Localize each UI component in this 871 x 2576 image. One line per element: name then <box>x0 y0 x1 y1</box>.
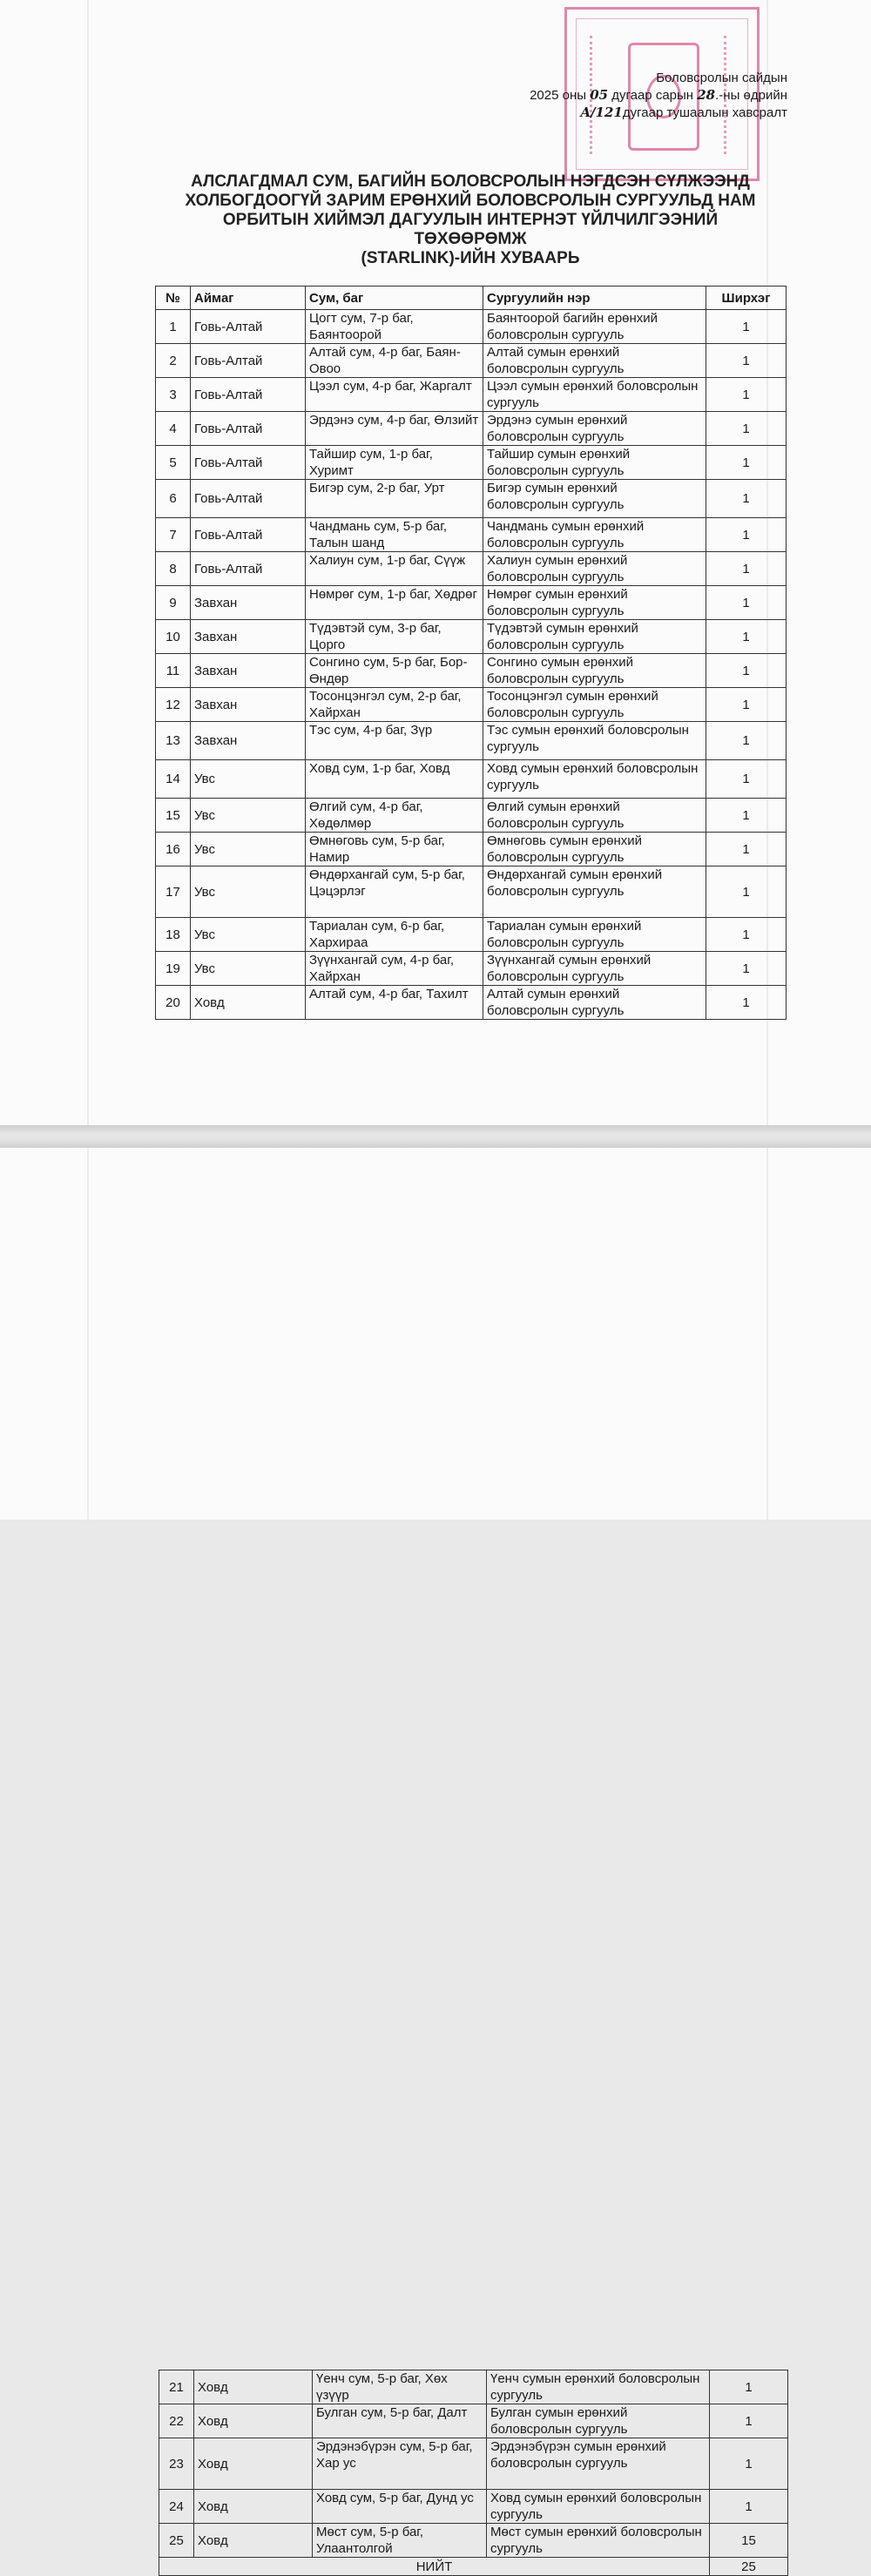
table-row <box>156 446 787 480</box>
school-name-cell: Сонгино сумын ерөнхий боловсролын сургууль <box>483 654 706 688</box>
row-number: 24 <box>159 2490 194 2524</box>
sum-bag-cell: Өмнөговь сум, 5-р баг, Намир <box>306 833 483 867</box>
handwritten-day: 28 <box>697 87 716 103</box>
quantity-cell: 1 <box>706 586 787 620</box>
sum-bag-cell: Цээл сум, 4-р баг, Жаргалт <box>306 378 483 412</box>
header-line-1: Боловсролын сайдын <box>656 71 787 85</box>
page-separator <box>0 1125 871 1148</box>
quantity-cell: 1 <box>706 867 787 918</box>
aimag-cell: Говь-Алтай <box>191 378 306 412</box>
quantity-cell: 1 <box>706 986 787 1020</box>
aimag-cell: Завхан <box>191 620 306 654</box>
aimag-cell: Ховд <box>194 2370 313 2404</box>
sum-bag-cell: Цогт сум, 7-р баг, Баянтоорой <box>306 310 483 344</box>
row-number: 25 <box>159 2524 194 2558</box>
table-row <box>156 344 787 378</box>
table-row <box>159 2524 788 2558</box>
quantity-cell: 1 <box>706 518 787 552</box>
table-row <box>156 760 787 799</box>
header-number: № <box>156 287 191 310</box>
quantity-cell: 1 <box>706 310 787 344</box>
sum-bag-cell: Түдэвтэй сум, 3-р баг, Цорго <box>306 620 483 654</box>
sum-bag-cell: Тариалан сум, 6-р баг, Хархираа <box>306 918 483 952</box>
quantity-cell: 1 <box>710 2490 788 2524</box>
sum-bag-cell: Тайшир сум, 1-р баг, Хуримт <box>306 446 483 480</box>
sum-bag-cell: Өлгий сум, 4-р баг, Хөдөлмөр <box>306 799 483 833</box>
sum-bag-cell: Бигэр сум, 2-р баг, Урт <box>306 480 483 518</box>
aimag-cell: Говь-Алтай <box>191 552 306 586</box>
table-row <box>156 654 787 688</box>
school-name-cell: Ховд сумын ерөнхий боловсролын сургууль <box>487 2490 710 2524</box>
quantity-cell: 1 <box>706 620 787 654</box>
school-name-cell: Тэс сумын ерөнхий боловсролын сургууль <box>483 722 706 760</box>
header-line-3: A/121дугаар тушаалын хавсралт <box>580 105 787 120</box>
school-name-cell: Тосонцэнгэл сумын ерөнхий боловсролын сургууль <box>483 688 706 722</box>
table-row <box>156 586 787 620</box>
aimag-cell: Завхан <box>191 688 306 722</box>
row-number: 15 <box>156 799 191 833</box>
table-row <box>159 2404 788 2438</box>
document-title <box>165 172 775 268</box>
sum-bag-cell: Сонгино сум, 5-р баг, Бор-Өндөр <box>306 654 483 688</box>
handwritten-month: 05 <box>590 87 609 103</box>
title-line: ХОЛБОГДООГҮЙ ЗАРИМ ЕРӨНХИЙ БОЛОВСРОЛЫН СУРГУУЛЬД НАМ <box>185 192 756 210</box>
school-name-cell: Чандмань сумын ерөнхий боловсролын сургууль <box>483 518 706 552</box>
school-name-cell: Эрдэнэбүрэн сумын ерөнхий боловсролын сургууль <box>487 2438 710 2490</box>
table-row <box>156 310 787 344</box>
row-number: 17 <box>156 867 191 918</box>
aimag-cell: Говь-Алтай <box>191 518 306 552</box>
sum-bag-cell: Ховд сум, 1-р баг, Ховд <box>306 760 483 799</box>
aimag-cell: Завхан <box>191 722 306 760</box>
table-row <box>156 952 787 986</box>
table-row <box>159 2490 788 2524</box>
row-number: 23 <box>159 2438 194 2490</box>
row-number: 19 <box>156 952 191 986</box>
quantity-cell: 1 <box>706 378 787 412</box>
scan-fold-line <box>766 1148 768 1520</box>
table-row <box>156 620 787 654</box>
quantity-cell: 1 <box>706 760 787 799</box>
table-row <box>156 688 787 722</box>
sum-bag-cell: Алтай сум, 4-р баг, Баян-Овоо <box>306 344 483 378</box>
school-name-cell: Зүүнхангай сумын ерөнхий боловсролын сургууль <box>483 952 706 986</box>
school-name-cell: Үенч сумын ерөнхий боловсролын сургууль <box>487 2370 710 2404</box>
row-number: 3 <box>156 378 191 412</box>
title-line: АЛСЛАГДМАЛ СУМ, БАГИЙН БОЛОВСРОЛЫН НЭГДСЭН СҮЛЖЭЭНД <box>191 172 750 191</box>
aimag-cell: Говь-Алтай <box>191 344 306 378</box>
row-number: 2 <box>156 344 191 378</box>
quantity-cell: 1 <box>706 799 787 833</box>
quantity-cell: 1 <box>706 480 787 518</box>
row-number: 7 <box>156 518 191 552</box>
quantity-cell: 1 <box>706 688 787 722</box>
school-name-cell: Булган сумын ерөнхий боловсролын сургууль <box>487 2404 710 2438</box>
table-row <box>159 2370 788 2404</box>
quantity-cell: 1 <box>706 552 787 586</box>
school-name-cell: Тариалан сумын ерөнхий боловсролын сургууль <box>483 918 706 952</box>
header-sum-bag: Сум, баг <box>306 287 483 310</box>
row-number: 5 <box>156 446 191 480</box>
sum-bag-cell: Халиун сум, 1-р баг, Сүүж <box>306 552 483 586</box>
aimag-cell: Говь-Алтай <box>191 310 306 344</box>
distribution-table-page-2 <box>159 2370 788 2576</box>
header-aimag: Аймаг <box>191 287 306 310</box>
aimag-cell: Завхан <box>191 586 306 620</box>
aimag-cell: Говь-Алтай <box>191 412 306 446</box>
school-name-cell: Алтай сумын ерөнхий боловсролын сургууль <box>483 344 706 378</box>
school-name-cell: Мөст сумын ерөнхий боловсролын сургууль <box>487 2524 710 2558</box>
aimag-cell: Увс <box>191 833 306 867</box>
table-row <box>156 518 787 552</box>
school-name-cell: Түдэвтэй сумын ерөнхий боловсролын сургууль <box>483 620 706 654</box>
header-quantity: Ширхэг <box>706 287 787 310</box>
row-number: 16 <box>156 833 191 867</box>
sum-bag-cell: Өндөрхангай сум, 5-р баг, Цэцэрлэг <box>306 867 483 918</box>
aimag-cell: Ховд <box>194 2490 313 2524</box>
row-number: 6 <box>156 480 191 518</box>
row-number: 1 <box>156 310 191 344</box>
table-row <box>156 722 787 760</box>
quantity-cell: 1 <box>706 654 787 688</box>
row-number: 21 <box>159 2370 194 2404</box>
aimag-cell: Увс <box>191 799 306 833</box>
scan-fold-line <box>87 0 89 1125</box>
school-name-cell: Тайшир сумын ерөнхий боловсролын сургууль <box>483 446 706 480</box>
total-row <box>159 2558 788 2576</box>
quantity-cell: 1 <box>706 833 787 867</box>
quantity-cell: 1 <box>706 446 787 480</box>
row-number: 12 <box>156 688 191 722</box>
row-number: 8 <box>156 552 191 586</box>
row-number: 13 <box>156 722 191 760</box>
table-row <box>156 986 787 1020</box>
header-school-name: Сургуулийн нэр <box>483 287 706 310</box>
row-number: 10 <box>156 620 191 654</box>
aimag-cell: Говь-Алтай <box>191 480 306 518</box>
sum-bag-cell: Алтай сум, 4-р баг, Тахилт <box>306 986 483 1020</box>
sum-bag-cell: Мөст сум, 5-р баг, Улаантолгой <box>313 2524 487 2558</box>
table-row <box>156 799 787 833</box>
quantity-cell: 1 <box>710 2404 788 2438</box>
table-row <box>156 918 787 952</box>
table-row <box>156 412 787 446</box>
title-line: ОРБИТЫН ХИЙМЭЛ ДАГУУЛЫН ИНТЕРНЭТ ҮЙЛЧИЛГЭЭНИЙ ТӨХӨӨРӨМЖ <box>222 211 719 248</box>
aimag-cell: Увс <box>191 867 306 918</box>
sum-bag-cell: Эрдэнэ сум, 4-р баг, Өлзийт <box>306 412 483 446</box>
aimag-cell: Увс <box>191 760 306 799</box>
row-number: 20 <box>156 986 191 1020</box>
aimag-cell: Ховд <box>191 986 306 1020</box>
table-row <box>156 552 787 586</box>
distribution-table-page-1 <box>155 286 787 1020</box>
aimag-cell: Завхан <box>191 654 306 688</box>
quantity-cell: 1 <box>706 918 787 952</box>
row-number: 18 <box>156 918 191 952</box>
school-name-cell: Өлгий сумын ерөнхий боловсролын сургууль <box>483 799 706 833</box>
handwritten-order-number: A/121 <box>580 105 623 120</box>
table-row <box>156 378 787 412</box>
table-row <box>156 833 787 867</box>
quantity-cell: 1 <box>706 722 787 760</box>
scan-fold-line <box>87 1148 89 1520</box>
total-label: НИЙТ <box>159 2558 710 2576</box>
aimag-cell: Ховд <box>194 2438 313 2490</box>
school-name-cell: Эрдэнэ сумын ерөнхий боловсролын сургууль <box>483 412 706 446</box>
aimag-cell: Ховд <box>194 2524 313 2558</box>
sum-bag-cell: Эрдэнэбүрэн сум, 5-р баг, Хар ус <box>313 2438 487 2490</box>
school-name-cell: Бигэр сумын ерөнхий боловсролын сургууль <box>483 480 706 518</box>
quantity-cell: 1 <box>710 2438 788 2490</box>
school-name-cell: Өндөрхангай сумын ерөнхий боловсролын сургууль <box>483 867 706 918</box>
row-number: 22 <box>159 2404 194 2438</box>
document-page-2 <box>0 1148 871 2574</box>
sum-bag-cell: Булган сум, 5-р баг, Далт <box>313 2404 487 2438</box>
row-number: 9 <box>156 586 191 620</box>
sum-bag-cell: Үенч сум, 5-р баг, Хөх үзүүр <box>313 2370 487 2404</box>
document-page-1 <box>0 0 871 1125</box>
table-row <box>156 480 787 518</box>
sum-bag-cell: Нөмрөг сум, 1-р баг, Хөдрөг <box>306 586 483 620</box>
sum-bag-cell: Тэс сум, 4-р баг, Зүр <box>306 722 483 760</box>
school-name-cell: Ховд сумын ерөнхий боловсролын сургууль <box>483 760 706 799</box>
aimag-cell: Говь-Алтай <box>191 446 306 480</box>
table-row <box>159 2438 788 2490</box>
school-name-cell: Нөмрөг сумын ерөнхий боловсролын сургууль <box>483 586 706 620</box>
quantity-cell: 1 <box>706 344 787 378</box>
table-header-row <box>156 287 787 310</box>
row-number: 4 <box>156 412 191 446</box>
row-number: 11 <box>156 654 191 688</box>
sum-bag-cell: Зүүнхангай сум, 4-р баг, Хайрхан <box>306 952 483 986</box>
sum-bag-cell: Чандмань сум, 5-р баг, Талын шанд <box>306 518 483 552</box>
aimag-cell: Увс <box>191 918 306 952</box>
quantity-cell: 1 <box>706 952 787 986</box>
quantity-cell: 1 <box>706 412 787 446</box>
school-name-cell: Баянтоорой багийн ерөнхий боловсролын сургууль <box>483 310 706 344</box>
school-name-cell: Өмнөговь сумын ерөнхий боловсролын сургууль <box>483 833 706 867</box>
total-value: 25 <box>710 2558 788 2576</box>
quantity-cell: 15 <box>710 2524 788 2558</box>
school-name-cell: Халиун сумын ерөнхий боловсролын сургууль <box>483 552 706 586</box>
school-name-cell: Алтай сумын ерөнхий боловсролын сургууль <box>483 986 706 1020</box>
quantity-cell: 1 <box>710 2370 788 2404</box>
title-line: (STARLINK)-ИЙН ХУВААРЬ <box>361 249 580 267</box>
table-row <box>156 867 787 918</box>
aimag-cell: Ховд <box>194 2404 313 2438</box>
header-line-2: 2025 оны 05 дугаар сарын 28.-ны өдрийн <box>530 87 787 103</box>
sum-bag-cell: Ховд сум, 5-р баг, Дунд ус <box>313 2490 487 2524</box>
row-number: 14 <box>156 760 191 799</box>
sum-bag-cell: Тосонцэнгэл сум, 2-р баг, Хайрхан <box>306 688 483 722</box>
aimag-cell: Увс <box>191 952 306 986</box>
school-name-cell: Цээл сумын ерөнхий боловсролын сургууль <box>483 378 706 412</box>
